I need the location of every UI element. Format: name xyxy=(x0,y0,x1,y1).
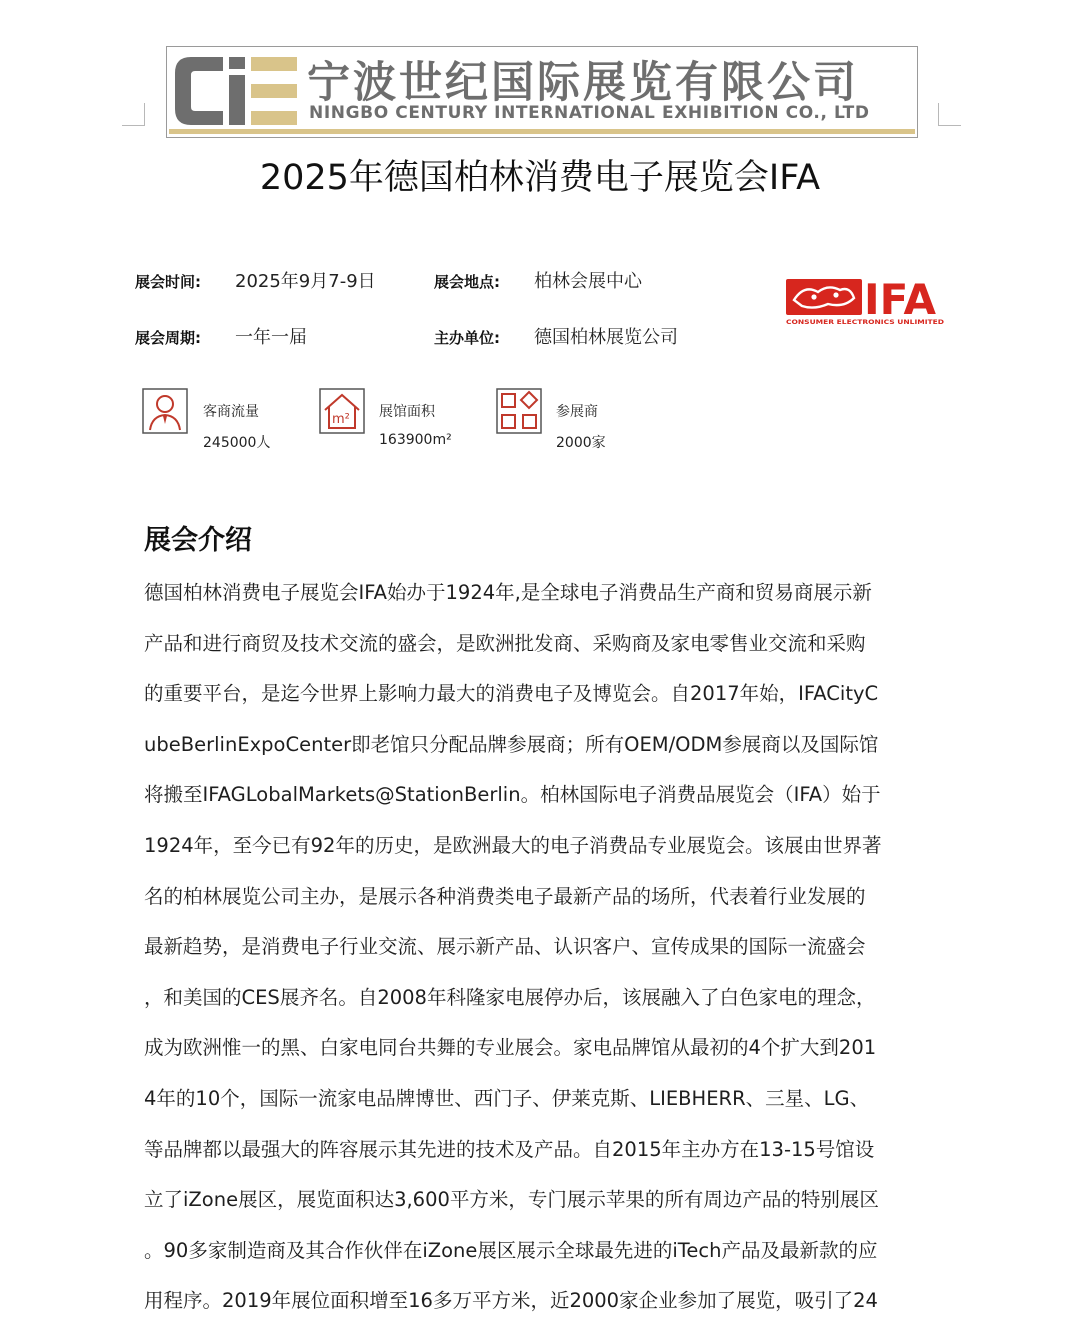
intro-line: 成为欧洲惟一的黑、白家电同台共舞的专业展会。家电品牌馆从最初的4个扩大到201 xyxy=(144,1036,877,1060)
intro-line: 4年的10个，国际一流家电品牌博世、西门子、伊莱克斯、LIEBHERR、三星、LG、 xyxy=(144,1086,870,1110)
page-corner-mark-left xyxy=(122,103,145,126)
exhibitors-value: 2000家 xyxy=(556,435,606,451)
exhibition-cycle-value: 一年一届 xyxy=(235,327,307,348)
intro-line: 名的柏林展览公司主办，是展示各种消费类电子最新产品的场所，代表着行业发展的 xyxy=(144,884,866,908)
intro-line: 德国柏林消费电子展览会IFA始办于1924年,是全球电子消费品生产商和贸易商展示新 xyxy=(144,581,872,604)
intro-line: 等品牌都以最强大的阵容展示其先进的技术及产品。自2015年主办方在13-15号馆设 xyxy=(144,1137,875,1161)
company-logo-icon xyxy=(171,51,301,131)
visitor-flow-value: 245000人 xyxy=(203,435,271,451)
intro-line: 最新趋势，是消费电子行业交流、展示新产品、认识客户、宣传成果的国际一流盛会 xyxy=(144,935,866,959)
intro-line: 产品和进行商贸及技术交流的盛会，是欧洲批发商、采购商及家电零售业交流和采购 xyxy=(144,631,866,655)
exhibition-location-value: 柏林会展中心 xyxy=(534,271,642,292)
hall-area-value: 163900m² xyxy=(379,432,452,448)
exhibition-cycle-label: 展会周期: xyxy=(135,329,201,347)
company-name-en: NINGBO CENTURY INTERNATIONAL EXHIBITION CO., LTD xyxy=(309,103,870,123)
exhibition-time-label: 展会时间: xyxy=(135,273,201,291)
visitor-flow-label: 客商流量 xyxy=(203,404,259,420)
visitor-icon xyxy=(142,388,188,434)
hall-area-label: 展馆面积 xyxy=(379,404,435,420)
exhibition-organizer-value: 德国柏林展览公司 xyxy=(534,327,678,348)
company-header-banner xyxy=(166,46,918,138)
exhibitors-label: 参展商 xyxy=(556,404,598,420)
exhibition-organizer-label: 主办单位: xyxy=(434,329,500,347)
intro-line: ubeBerlinExpoCenter即老馆只分配品牌参展商；所有OEM/ODM参展商以及国际馆 xyxy=(144,732,879,756)
intro-line: 用程序。2019年展位面积增至16多万平方米，近2000家企业参加了展览，吸引了24 xyxy=(144,1289,878,1313)
intro-line: 立了iZone展区，展览面积达3,600平方米，专门展示苹果的所有周边产品的特别展区 xyxy=(144,1188,879,1212)
intro-paragraph xyxy=(144,574,944,1333)
page-corner-mark-right xyxy=(938,103,961,126)
exhibitor-icon xyxy=(496,388,542,434)
intro-line: ，和美国的CES展齐名。自2008年科隆家电展停办后，该展融入了白色家电的理念， xyxy=(144,985,876,1009)
intro-line: 。90多家制造商及其合作伙伴在iZone展区展示全球最先进的iTech产品及最新款的应 xyxy=(144,1238,878,1262)
ifa-logo xyxy=(784,276,946,328)
ifa-logo-text: IFA xyxy=(864,276,937,324)
company-name-cn: 宁波世纪国际展览有限公司 xyxy=(307,58,859,108)
intro-line: 的重要平台，是迄今世界上影响力最大的消费电子及博览会。自2017年始，IFACityC xyxy=(144,682,879,706)
section-title: 展会介绍 xyxy=(144,525,252,556)
ifa-logo-tagline: CONSUMER ELECTRONICS UNLIMITED xyxy=(786,320,945,326)
area-icon xyxy=(319,388,365,434)
document-title: 2025年德国柏林消费电子展览会IFA xyxy=(259,158,821,198)
banner-gold-rule xyxy=(169,129,915,134)
intro-line: 将搬至IFAGLobalMarkets@StationBerlin。柏林国际电子消费品展览会（IFA）始于 xyxy=(144,783,881,807)
svg-text:m²: m² xyxy=(332,412,350,427)
exhibition-time-value: 2025年9月7-9日 xyxy=(235,271,376,292)
exhibition-location-label: 展会地点: xyxy=(434,273,500,291)
intro-line: 1924年，至今已有92年的历史，是欧洲最大的电子消费品专业展览会。该展由世界著 xyxy=(144,833,882,857)
